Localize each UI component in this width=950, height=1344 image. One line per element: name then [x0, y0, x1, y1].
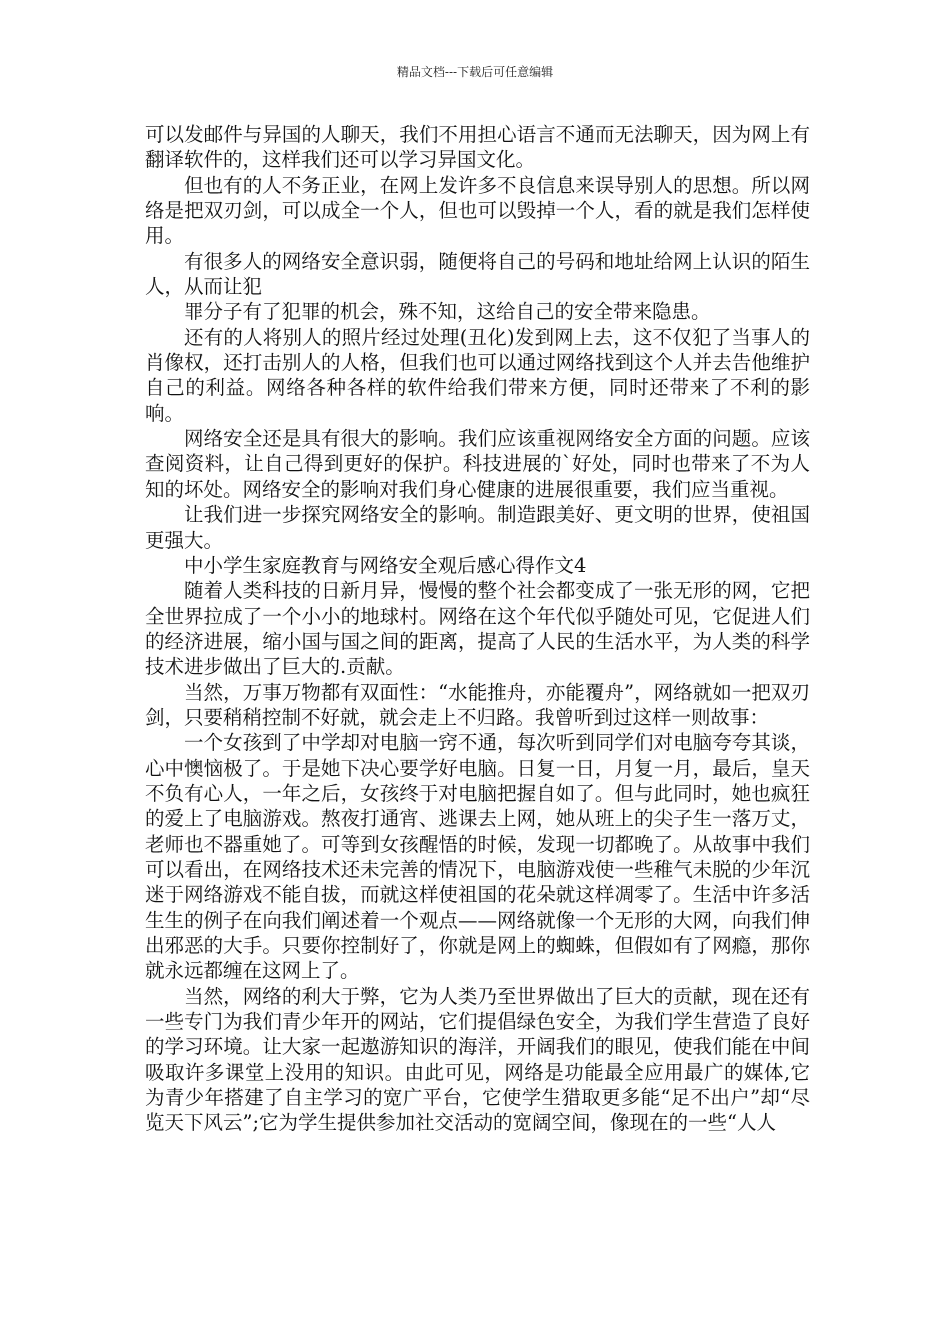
section-heading: 中小学生家庭教育与网络安全观后感心得作文4: [184, 553, 587, 577]
paragraph-1: 可以发邮件与异国的人聊天，我们不用担心语言不通而无法聊天，因为网上有翻译软件的，这样我们还可以学习异国文化。: [145, 123, 810, 172]
paragraph-10: 当然，万事万物都有双面性：“水能推舟，亦能覆舟”，网络就如一把双刃剑，只要稍稍控制不好就，就会走上不归路。我曾听到过这样一则故事：: [145, 680, 810, 729]
paragraph-5: 还有的人将别人的照片经过处理(丑化)发到网上去，这不仅犯了当事人的肖像权，还打击别人的人格，但我们也可以通过网络找到这个人并去告他维护自己的利益。网络各种各样的软件给我们带来方便，同时还带来了不利的影响。: [145, 325, 810, 425]
paragraph-2: 但也有的人不务正业，在网上发许多不良信息来误导别人的思想。所以网络是把双刃剑，可以成全一个人，但也可以毁掉一个人，看的就是我们怎样使用。: [145, 173, 810, 248]
page-header: 精品文档---下载后可任意编辑: [396, 65, 554, 79]
paragraph-4: 罪分子有了犯罪的机会，殊不知，这给自己的安全带来隐患。: [184, 300, 711, 324]
paragraph-6: 网络安全还是具有很大的影响。我们应该重视网络安全方面的问题。应该查阅资料，让自己得到更好的保护。科技进展的`好处，同时也带来了不为人知的坏处。网络安全的影响对我们身心健康的进展很重要，我们应当重视。: [145, 427, 810, 501]
paragraph-9: 随着人类科技的日新月异，慢慢的整个社会都变成了一张无形的网，它把全世界拉成了一个小小的地球村。网络在这个年代似乎随处可见，它促进人们的经济进展，缩小国与国之间的距离，提高了人民的生活水平，为人类的科学技术进步做出了巨大的.贡献。: [145, 579, 810, 679]
paragraph-11: 一个女孩到了中学却对电脑一窍不通，每次听到同学们对电脑夸夸其谈，心中懊恼极了。于是她下决心要学好电脑。日复一日，月复一月，最后，皇天不负有心人，一年之后，女孩终于对电脑把握自如了。但与此同时，她也疯狂的爱上了电脑游戏。熬夜打通宵、逃课去上网，她从班上的尖子生一落万丈，老师也不器重她了。可等到女孩醒悟的时候，发现一切都晚了。从故事中我们可以看出，在网络技术还未完善的情况下，电脑游戏使一些稚气未脱的少年沉迷于网络游戏不能自拔，而就这样使祖国的花朵就这样凋零了。生活中许多活生生的例子在向我们阐述着一个观点——网络就像一个无形的大网，向我们伸出邪恶的大手。只要你控制好了，你就是网上的蜘蛛，但假如有了网瘾，那你就永远都缠在这网上了。: [145, 731, 810, 983]
document-body: [145, 122, 810, 1136]
paragraph-7: 让我们进一步探究网络安全的影响。制造跟美好、更文明的世界，使祖国更强大。: [145, 503, 810, 552]
paragraph-12: 当然，网络的利大于弊，它为人类乃至世界做出了巨大的贡献，现在还有一些专门为我们青少年开的网站，它们提倡绿色安全，为我们学生营造了良好的学习环境。让大家一起遨游知识的海洋，开阔我们的眼见，使我们能在中间吸取许多课堂上没用的知识。由此可见，网络是功能最全应用最广的媒体,它为青少年搭建了自主学习的宽广平台，它使学生猎取更多能“足不出户”却“尽览天下风云”;它为学生提供参加社交活动的宽阔空间，像现在的一些“人人: [145, 984, 810, 1135]
paragraph-3: 有很多人的网络安全意识弱，随便将自己的号码和地址给网上认识的陌生人，从而让犯: [145, 249, 810, 299]
